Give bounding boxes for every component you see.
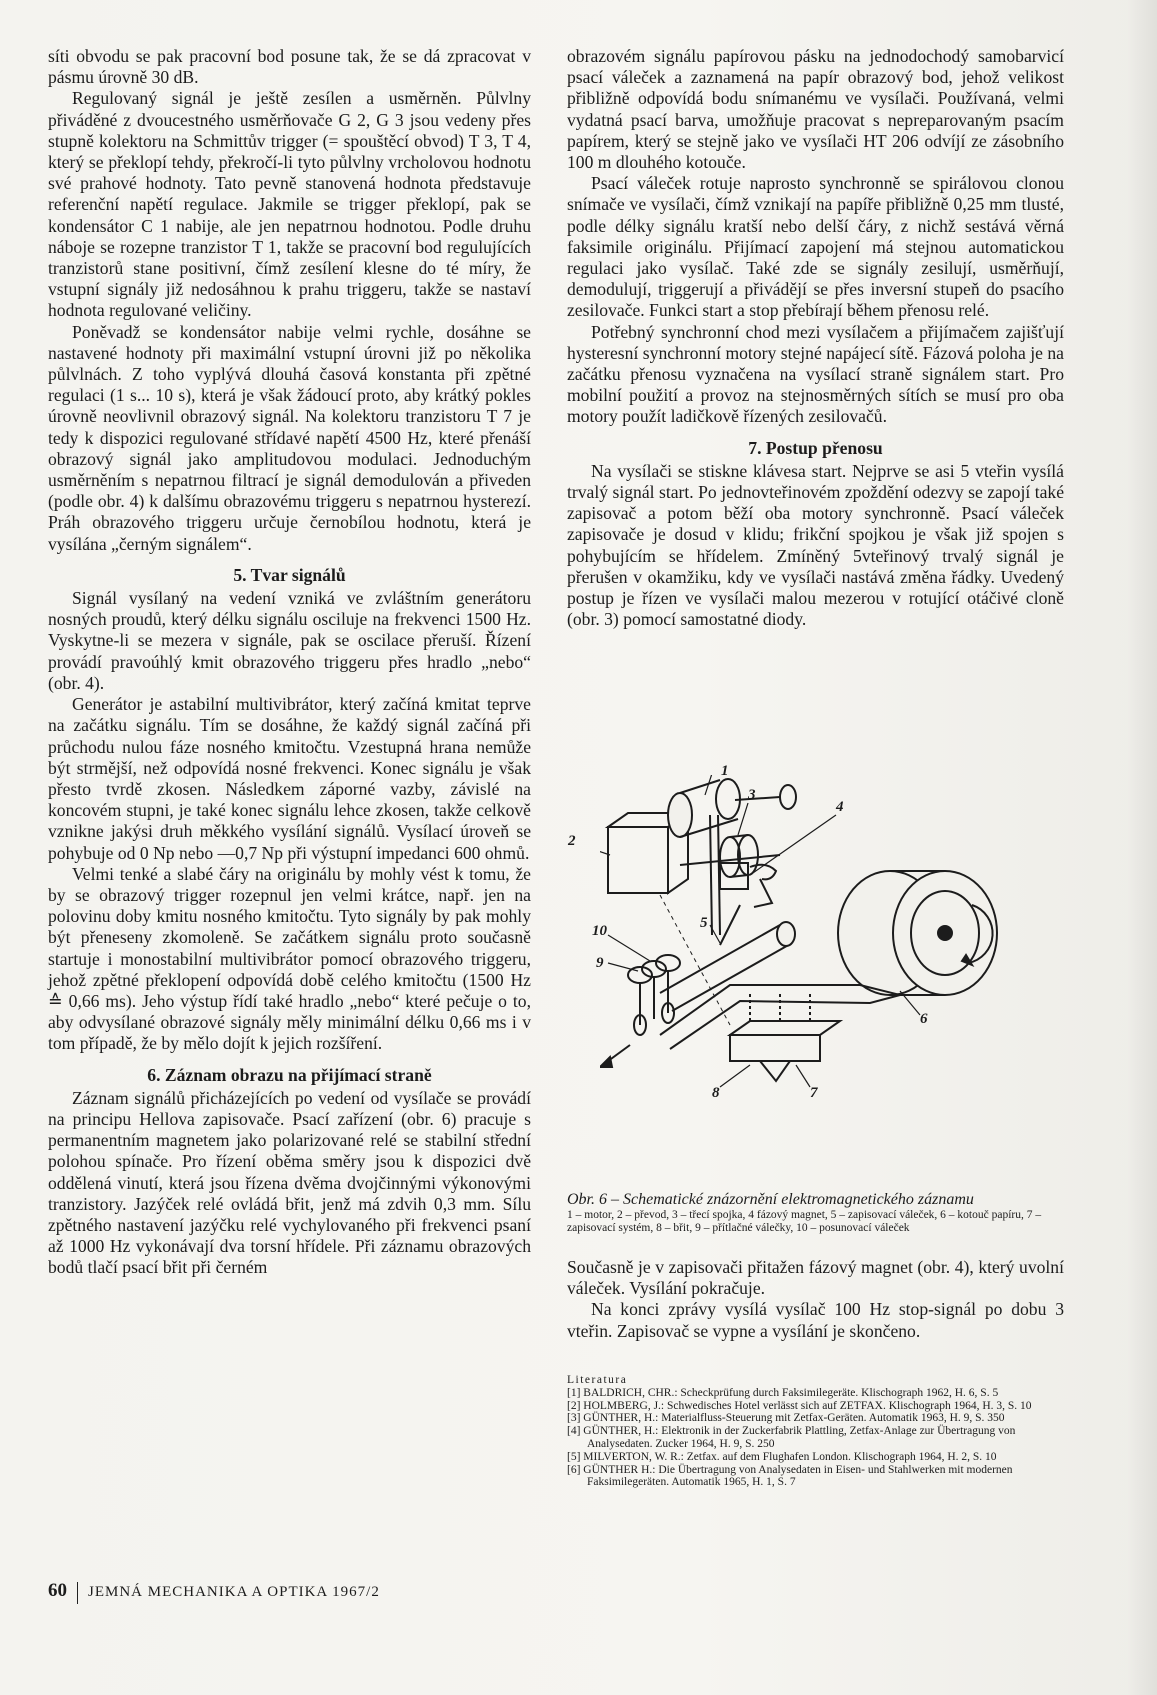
left-column-paragraph: Regulovaný signál je ještě zesílen a usměrněn. Půlvlny přiváděné z dvoucestného usměrňovače G 2, G 3 jsou vedeny přes stupně kolektoru na Schmittův trigger (= spouštěcí obvod) T 3, T 4, který se překlopí tehdy, překročí-li tyto půlvlny vrcholovou hodnotu své prahové hodnoty. Tato pevně stanovená hodnota představuje referenční napětí regulace. Jakmile se trigger překlopí, pak se kondensátor C 1 nabije, ale jen nepatrnou hodnotou. Podle druhu náboje se rozepne tranzistor T 1, takže se pracovní bod regulujících tranzistorů stane positivní, čímž zesílení klesne do té míry, že vstupní signály již nedosáhnou k prahu triggeru, takže se nastaví hodnota regulované veličiny. [48, 88, 531, 321]
left-column-paragraph: Signál vysílaný na vedení vzniká ve zvláštním generátoru nosných proudů, který délku signálu osciluje na frekvenci 1500 Hz. Vyskytne-li se mezera v signále, pak se oscilace přeruší. Řízení provádí pravoúhlý kmit obrazového triggeru přes hradlo „nebo“ (obr. 4). [48, 588, 531, 693]
literature-reference: [3] GÜNTHER, H.: Materialfluss-Steuerung mit Zetfax-Geräten. Automatik 1963, H. 9, S. 350 [567, 1412, 1005, 1425]
after-figure-paragraph: Současně je v zapisovači přitažen fázový magnet (obr. 4), který uvolní váleček. Vysílání pokračuje. [567, 1257, 1064, 1299]
figure-label-8: 8 [712, 1085, 720, 1101]
left-column-paragraph: Velmi tenké a slabé čáry na originálu by mohly vést k tomu, že by se obrazový trigger rozepnul jen velmi krátce, např. jen na polovinu doby kmitu nosného kmitočtu. Tyto signály by pak mohly být přeneseny zkomoleně. Se začátkem signálu proto současně startuje i monostabilní multivibrátor pomocí obrazového triggeru, jehož zpětné překlopení odpovídá době celého kmitočtu (1500 Hz ≙ 0,66 ms). Jeho výstup řídí také hradlo „nebo“ které pečuje o to, aby odvysílané obrazové signály měly minimální délku 0,66 ms i v tom případě, že by mělo dojít k jejich rozšíření. [48, 863, 531, 1054]
figure-label-10: 10 [592, 923, 607, 939]
left-column [48, 46, 531, 1279]
figure-caption [567, 1190, 1064, 1235]
footer-separator [77, 1582, 78, 1604]
page-number: 60 [48, 1580, 67, 1601]
right-column-paragraph: obrazovém signálu papírovou pásku na jednodochodý samobarvicí psací váleček a zaznamená na papír obrazový bod, jehož velikost přibližně odpovídá bodu snímanému ve vysílači. Používaná, velmi vydatná psací barva, umožňuje pracovat s nepreparovaným psacím papírem, který se stejně jako ve vysílači HT 206 odvíjí ze zásobního 100 m dlouhého kotouče. [567, 46, 1064, 173]
literature-heading: Literatura [567, 1374, 628, 1386]
literature-reference: [6] GÜNTHER H.: Die Übertragung von Analysedaten in Eisen- und Stahlwerken mit modernen Faksimilegeräten. Automatik 1965, H. 1, S. 7 [567, 1463, 1013, 1489]
journal-name: JEMNÁ MECHANIKA A OPTIKA 1967/2 [88, 1584, 380, 1600]
section-heading: 6. Záznam obrazu na přijímací straně [147, 1064, 432, 1085]
figure-label-7: 7 [810, 1085, 818, 1101]
literature-reference: [2] HOLMBERG, J.: Schwedisches Hotel verlässt sich auf ZETFAX. Klischograph 1964, H. 3, S. 10 [567, 1399, 1032, 1412]
left-column-paragraph: síti obvodu se pak pracovní bod posune tak, že se dá zpracovat v pásmu úrovně 30 dB. [48, 46, 531, 88]
left-column-paragraph: Záznam signálů přicházejících po vedení od vysílače se provádí na principu Hellova zapisovače. Psací zařízení (obr. 6) pracuje s permanentním magnetem jako polarizované relé se stabilní střední polohou spínače. Pro řízení oběma směry jsou k dispozici dvě oddělená vinutí, která jsou řízena dvěma dvojčinnými výkonovými tranzistory. Jazýček relé ovládá břit, jenž má zdvih 0,3 mm. Sílu zpětného nastavení jazýčku relé vychylovaného při frekvenci psaní až 1000 Hz vykonávají dva torsní hřídele. Při záznamu obrazových bodů tlačí psací břit při černém [48, 1087, 531, 1278]
literature-reference: [5] MILVERTON, W. R.: Zetfax. auf dem Flughafen London. Klischograph 1964, H. 2, S. 10 [567, 1450, 997, 1463]
section-heading: 5. Tvar signálů [233, 564, 346, 585]
right-column-paragraph: Psací váleček rotuje naprosto synchronně se spirálovou clonou snímače ve vysílači, čímž vznikají na papíře přibližně 0,25 mm tlusté, podle délky signálu kratší nebo delší čáry, z nichž sestává věrná faksimile originálu. Přijímací zapojení má stejnou automatickou regulaci jako vysílač. Také zde se signály zesilují, usměrňují, demodulují, triggerují a přivádějí se přes inversní stupeň do psacího zesilovače. Funkci start a stop přebírají během přenosu relé. [567, 173, 1064, 321]
after-figure-text [567, 1257, 1064, 1342]
figure-label-3: 3 [748, 787, 756, 803]
page-footer [48, 1580, 380, 1604]
figure-caption-legend: 1 – motor, 2 – převod, 3 – třecí spojka, 4 fázový magnet, 5 – zapisovací váleček, 6 – kotouč papíru, 7 – zapisovací systém, 8 – břit, 9 – přítlačné válečky, 10 – posunovací váleček [567, 1209, 1042, 1234]
figure-caption-title: Obr. 6 – Schematické znázornění elektromagnetického záznamu [567, 1191, 974, 1208]
figure-label-1: 1 [721, 763, 729, 779]
figure-label-9: 9 [596, 955, 604, 971]
paper-reel [838, 871, 997, 995]
binding-shade [1127, 0, 1157, 1695]
pressure-rollers [628, 955, 680, 1035]
right-column-paragraph: Na vysílači se stiskne klávesa start. Nejprve se asi 5 vteřin vysílá trvalý signál start. Po jednovteřinovém zpoždění odezvy se zapojí také zapisovač a potom běží oba motory synchronně. Psací váleček zapisovače je dosud v klidu; frikční spojkou je však již spojen s pohybujícím se hřídelem. Zmíněný 5vteřinový trvalý signál je přerušen v okamžiku, kdy ve vysílači nastává změna řádky. Uvedený postup je řízen ve vysílači malou mezerou v rotující otáčivé cloně (obr. 3) pomocí samostatné diody. [567, 460, 1064, 630]
figure-label-5: 5 [700, 915, 708, 931]
literature-reference: [1] BALDRICH, CHR.: Scheckprüfung durch Faksimilegeräte. Klischograph 1962, H. 6, S. 5 [567, 1386, 999, 1399]
figure-6 [568, 763, 1070, 1175]
after-figure-paragraph: Na konci zprávy vysílá vysílač 100 Hz stop-signál po dobu 3 vteřin. Zapisovač se vypne a vysílání je skončeno. [567, 1299, 1064, 1341]
right-column [567, 46, 1064, 630]
left-column-paragraph: Generátor je astabilní multivibrátor, který začíná kmitat teprve na začátku signálu. Tím se dosáhne, že každý signál začíná při průchodu nulou fáze nosného kmitočtu. Vzestupná hrana nemůže být strmější, než odpovídá nosné frekvenci. Konec signálu je však přesto tvrdě zkosen. Následkem záporné vazby, závislé na koncovém stupni, je také konec signálu lehce zkosen, takže celkově vznikne jakýsi druh měkkého vysílání signálů. Vysílací úroveň se pohybuje od 0 Np nebo —0,7 Np při výstupní impedanci 600 ohmů. [48, 694, 531, 863]
section-heading: 7. Postup přenosu [748, 437, 883, 458]
figure-label-2: 2 [568, 833, 576, 849]
friction-clutch [680, 835, 780, 877]
phase-magnet [720, 863, 776, 907]
figure-label-4: 4 [836, 799, 844, 815]
right-column-paragraph: Potřebný synchronní chod mezi vysílačem a přijímačem zajišťují hysteresní synchronní motory stejné napájecí sítě. Fázová poloha je na začátku přenosu vyznačena na vysílací straně signálem start. Pro mobilní použití a provoz na stejnosměrných sítích se musí pro oba motory použít ladičkově řízených zesilovačů. [567, 321, 1064, 427]
literature [567, 1374, 1064, 1489]
literature-reference: [4] GÜNTHER, H.: Elektronik in der Zuckerfabrik Plattling, Zetfax-Anlage zur Übertragung von Analysedaten. Zucker 1964, H. 9, S. 250 [567, 1425, 1016, 1450]
recorder-schematic [600, 775, 1070, 1175]
recording-roller [660, 905, 795, 1011]
left-column-paragraph: Poněvadž se kondensátor nabije velmi rychle, dosáhne se nastavené hodnoty při maximální vstupní úrovni již po několika půlvlnách. Z toho vyplývá dlouhá časová konstanta při zpětné regulaci (1 s... 10 s), která je však žádoucí proto, aby krátký pokles úrovně neovlivnil obrazový signál. Na kolektoru tranzistoru T 7 je tedy k dispozici regulované střídavé napětí 4500 Hz, které přenáší obrazový signál jako amplitudovou modulaci. Jednoduchým usměrněním s nepatrnou filtrací je signál demodulován a přiveden (podle obr. 4) k dalšímu obrazovému triggeru s nepatrnou hysterezí. Práh obrazového triggeru určuje černobílou hodnotu, která je vysílána „černým signálem“. [48, 321, 531, 554]
motor [668, 779, 796, 837]
figure-label-6: 6 [920, 1011, 928, 1027]
literature-list [567, 1387, 1064, 1489]
